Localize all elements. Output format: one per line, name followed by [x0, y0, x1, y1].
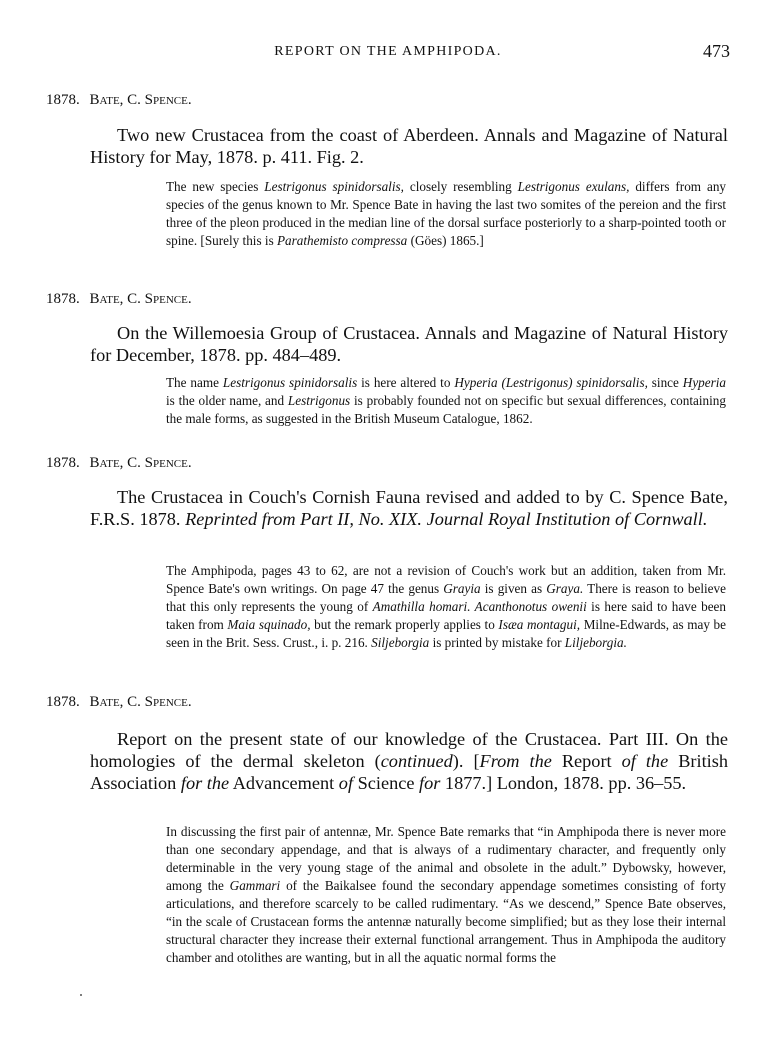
text-run: The new species — [166, 179, 265, 194]
entry-note — [166, 562, 726, 652]
italic-text: Gammari — [229, 878, 281, 893]
italic-text: Lestrigonus exulans, — [517, 179, 630, 194]
text-run: The name — [166, 375, 223, 390]
entry-title-text: Two new Crustacea from the coast of Aberdeen. Annals and Magazine of Natural History for May, 1878. p. 411. Fig. 2. — [90, 125, 728, 167]
text-run: The Crustacea in Couch's Cornish Fauna revised and added to by C. Spence Bate, F.R.S. 1878. — [90, 487, 728, 529]
text-run: Milne-Edwards, as may be seen in the Brit. Sess. Crust., i. p. 216. — [166, 617, 726, 650]
text-run: ). [ — [452, 751, 480, 771]
italic-text: of — [338, 773, 354, 793]
italic-text: Lestrigonus — [287, 393, 351, 408]
running-title: REPORT ON THE AMPHIPODA. — [274, 44, 502, 59]
italic-text: for the — [180, 773, 230, 793]
entry-heading — [46, 694, 192, 711]
entry-author: Bate, C. Spence. — [89, 694, 192, 710]
entry-note — [166, 823, 726, 967]
text-run: Report — [551, 751, 622, 771]
page-header — [0, 41, 776, 68]
text-run: is probably founded not on specific but sexual differences, containing the male forms, as suggested in the British Museum Catalogue, 1862. — [166, 393, 726, 426]
text-run: differs from any species of the genus known to Mr. Spence Bate in having the last two somites of the pereion and the first three of the pleon produced in the median line of the dorsal surface posteriorly to a sharp-pointed tooth or spine. [Surely this is — [166, 179, 727, 248]
entry-author: Bate, C. Spence. — [89, 291, 192, 307]
entry-title-text: On the Willemoesia Group of Crustacea. Annals and Magazine of Natural History for December, 1878. pp. 484–489. — [90, 323, 728, 365]
italic-text: of the — [621, 751, 669, 771]
entry-year: 1878. — [46, 92, 80, 108]
italic-text: Maia squinado, — [227, 617, 311, 632]
entry-year: 1878. — [46, 291, 80, 307]
margin-mark — [80, 994, 82, 996]
text-run: is given as — [480, 581, 547, 596]
text-run: Science — [353, 773, 420, 793]
italic-text: Lestrigonus spinidorsalis — [222, 375, 358, 390]
italic-text: for — [419, 773, 441, 793]
italic-text: Amathilla homari. Acanthonotus owenii — [372, 599, 587, 614]
italic-text: Parathemisto compressa — [277, 233, 408, 248]
entry-year: 1878. — [46, 694, 80, 710]
page-number: 473 — [703, 41, 730, 61]
italic-text: Siljeborgia — [371, 635, 430, 650]
text-run: (Göes) 1865.] — [407, 233, 484, 248]
text-run: Report on the present state of our knowledge of the Crustacea. Part III. On the homologies of the dermal skeleton ( — [90, 729, 728, 771]
entry-year: 1878. — [46, 455, 80, 471]
text-run: There is reason to believe that this only represents the young of — [166, 581, 726, 614]
text-run: is here altered to — [357, 375, 455, 390]
text-run: Advancement — [229, 773, 339, 793]
text-run: is the older name, and — [166, 393, 288, 408]
text-run: The Amphipoda, pages 43 to 62, are not a revision of Couch's work but an addition, taken from Mr. Spence Bate's own writings. On page 47 the genus — [166, 563, 726, 596]
text-run: but the remark properly applies to — [310, 617, 499, 632]
text-run: is printed by mistake for — [429, 635, 565, 650]
italic-text: Graya. — [546, 581, 584, 596]
italic-text: Isæa montagui, — [498, 617, 581, 632]
italic-text: From the — [479, 751, 552, 771]
entry-heading — [46, 291, 192, 308]
entry-title — [90, 728, 728, 794]
entry-author: Bate, C. Spence. — [89, 455, 192, 471]
italic-text: Lestrigonus spinidorsalis, — [264, 179, 404, 194]
text-run: of the Baikalsee found the secondary appendage sometimes consisting of forty articulations, and therefore scarcely to be called rudimentary. “As we descend,” Spence Bate observes, “in the scale of Crustacean forms the antennæ naturally become simplified; but as they lose their internal structural character they increase their external functional arrangement. Thus in Amphipoda the auditory chamber and otolithes are wanting, but in all the aquatic normal forms the — [166, 878, 726, 965]
entry-title — [90, 486, 728, 530]
italic-text: Grayia — [443, 581, 481, 596]
text-run: In discussing the first pair of antennæ, Mr. Spence Bate remarks that “in Amphipoda there is never more than one secondary appendage, and that is always of a rudimentary character, and frequently only determinable in the very young stage of the animal and obsolete in the adult.” Dybowsky, however, among the — [166, 824, 726, 893]
entry-note — [166, 178, 726, 250]
text-run: 1877.] London, 1878. pp. 36–55. — [440, 773, 687, 793]
italic-text: Reprinted from Part II, No. XIX. Journal Royal Institution of Cornwall. — [185, 509, 708, 529]
entry-heading — [46, 455, 192, 472]
entry-note — [166, 374, 726, 428]
entry-heading — [46, 92, 192, 109]
italic-text: Hyperia (Lestrigonus) spinidorsalis, — [454, 375, 648, 390]
text-run: closely resembling — [403, 179, 518, 194]
italic-text: continued — [380, 751, 453, 771]
italic-text: Liljeborgia. — [564, 635, 627, 650]
text-run: is here said to have been taken from — [166, 599, 726, 632]
entry-title — [90, 322, 728, 366]
text-run: British Association — [90, 751, 728, 793]
entry-author: Bate, C. Spence. — [89, 92, 192, 108]
italic-text: Hyperia — [682, 375, 727, 390]
entry-title — [90, 124, 728, 168]
text-run: since — [647, 375, 683, 390]
